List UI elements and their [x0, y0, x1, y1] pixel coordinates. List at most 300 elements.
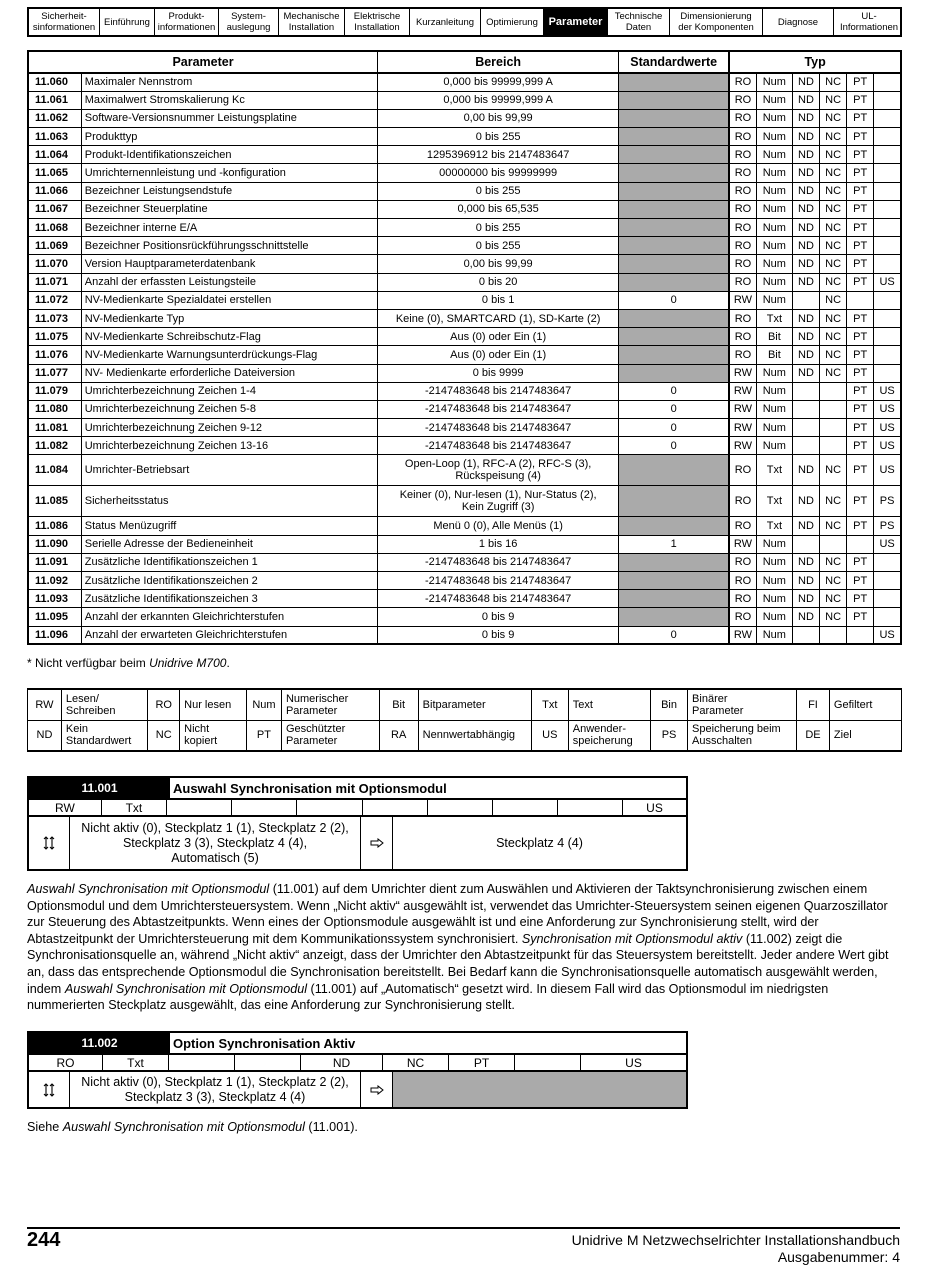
table-row: [28, 535, 901, 553]
type-flag: NC: [820, 164, 847, 182]
nav-tab[interactable]: Sicherheit- sinformationen: [29, 9, 100, 35]
type-flag: [792, 437, 819, 455]
type-flag: PT: [847, 364, 874, 382]
type-flag: RO: [729, 455, 756, 486]
type-flag: PT: [847, 91, 874, 109]
default-arrow-icon: [361, 817, 393, 869]
legend-description: Anwender- speicherung: [568, 720, 650, 751]
parameter-table: [27, 50, 902, 645]
footnote-text: * Nicht verfügbar beim: [27, 656, 150, 670]
flag-cell: [428, 800, 493, 815]
type-flag: NC: [820, 455, 847, 486]
legend-abbreviation: RA: [379, 720, 418, 751]
parameter-number: 11.082: [28, 437, 81, 455]
parameter-name: Anzahl der erfassten Leistungsteile: [81, 273, 377, 291]
type-flag: [874, 328, 901, 346]
legend-abbreviation: Bin: [651, 689, 688, 720]
nav-tab[interactable]: Mechanische Installation: [279, 9, 345, 35]
type-flag: ND: [792, 590, 819, 608]
type-flag: [874, 572, 901, 590]
type-flag: NC: [820, 73, 847, 91]
type-flag: RO: [729, 486, 756, 517]
parameter-number: 11.095: [28, 608, 81, 626]
legend-description: Speicherung beim Ausschalten: [688, 720, 797, 751]
type-flag: ND: [792, 164, 819, 182]
type-flag: PT: [847, 517, 874, 535]
type-flag: NC: [820, 364, 847, 382]
table-row: [28, 291, 901, 309]
parameter-reference: Auswahl Synchronisation mit Optionsmodul: [64, 981, 308, 996]
parameter-range: -2147483648 bis 2147483647: [378, 572, 619, 590]
type-flag: NC: [820, 128, 847, 146]
type-flag: Num: [756, 109, 792, 127]
type-flag: [847, 535, 874, 553]
type-flag: ND: [792, 237, 819, 255]
nav-tab[interactable]: Produkt- informationen: [155, 9, 219, 35]
type-flag: RO: [729, 91, 756, 109]
type-flag: Num: [756, 164, 792, 182]
type-flag: US: [874, 400, 901, 418]
type-flag: [792, 419, 819, 437]
parameter-number: 11.067: [28, 200, 81, 218]
type-flag: Num: [756, 400, 792, 418]
type-flag: PT: [847, 309, 874, 327]
type-flag: [874, 219, 901, 237]
type-flag: RW: [729, 291, 756, 309]
type-flag: ND: [792, 309, 819, 327]
parameter-number: 11.072: [28, 291, 81, 309]
type-flag: ND: [792, 128, 819, 146]
flag-cell: [493, 800, 558, 815]
type-flag: Num: [756, 626, 792, 644]
parameter-default: [619, 517, 730, 535]
abbreviation-legend: [27, 688, 902, 752]
flag-cell: [363, 800, 428, 815]
legend-description: Nicht kopiert: [180, 720, 247, 751]
nav-tab[interactable]: Dimensionierung der Komponenten: [670, 9, 763, 35]
page-number: 244: [27, 1229, 61, 1251]
parameter-name: NV-Medienkarte Schreibschutz-Flag: [81, 328, 377, 346]
parameter-number: 11.084: [28, 455, 81, 486]
parameter-default: [619, 273, 730, 291]
type-flag: [874, 73, 901, 91]
type-flag: RO: [729, 309, 756, 327]
parameter-range: Menü 0 (0), Alle Menüs (1): [378, 517, 619, 535]
parameter-number: 11.073: [28, 309, 81, 327]
type-flag: [874, 291, 901, 309]
legend-description: Geschützter Parameter: [281, 720, 379, 751]
flag-cell: US: [625, 1055, 642, 1070]
type-flag: [874, 364, 901, 382]
table-row: [28, 437, 901, 455]
type-flag: ND: [792, 109, 819, 127]
parameter-name: Umrichternennleistung und -konfiguration: [81, 164, 377, 182]
header-parameter: Parameter: [28, 51, 378, 73]
table-row: [28, 146, 901, 164]
parameter-default: [619, 219, 730, 237]
type-flag: [820, 382, 847, 400]
type-flag: Num: [756, 364, 792, 382]
parameter-range: 0 bis 20: [378, 273, 619, 291]
flag-cell: [515, 1055, 581, 1070]
parameter-title: Option Synchronisation Aktiv: [173, 1035, 356, 1051]
type-flag: [874, 255, 901, 273]
type-flag: [874, 164, 901, 182]
type-flag: [820, 626, 847, 644]
table-row: [28, 328, 901, 346]
legend-row: [28, 720, 902, 751]
parameter-number: 11.092: [28, 572, 81, 590]
parameter-number: 11.069: [28, 237, 81, 255]
type-flag: NC: [820, 146, 847, 164]
nav-tab[interactable]: Elektrische Installation: [345, 9, 410, 35]
parameter-name: NV-Medienkarte Spezialdatei erstellen: [81, 291, 377, 309]
type-flag: RO: [729, 255, 756, 273]
type-flag: Num: [756, 590, 792, 608]
type-flag: ND: [792, 73, 819, 91]
parameter-default: 0: [619, 291, 730, 309]
range-arrows-icon: [29, 817, 70, 869]
range-arrows-icon: [29, 1072, 70, 1107]
type-flag: ND: [792, 219, 819, 237]
type-flag: RO: [729, 517, 756, 535]
table-row: [28, 109, 901, 127]
parameter-default: [619, 486, 730, 517]
table-row: [28, 219, 901, 237]
type-flag: RO: [729, 346, 756, 364]
legend-description: Lesen/ Schreiben: [61, 689, 147, 720]
table-row: [28, 200, 901, 218]
parameter-number: 11.063: [28, 128, 81, 146]
flag-cell: PT: [449, 1055, 515, 1070]
legend-abbreviation: US: [531, 720, 568, 751]
type-flag: Bit: [756, 346, 792, 364]
type-flag: [874, 553, 901, 571]
type-flag: ND: [792, 455, 819, 486]
type-flag: PS: [874, 486, 901, 517]
table-row: [28, 419, 901, 437]
type-flag: NC: [820, 572, 847, 590]
parameter-number: 11.096: [28, 626, 81, 644]
table-row: [28, 455, 901, 486]
paragraph-text: Siehe: [27, 1120, 63, 1134]
parameter-number: 11.077: [28, 364, 81, 382]
parameter-number: 11.091: [28, 553, 81, 571]
type-flag: Num: [756, 73, 792, 91]
legend-description: Gefiltert: [829, 689, 901, 720]
parameter-default: [619, 164, 730, 182]
type-flag: RO: [729, 328, 756, 346]
parameter-number: 11.061: [28, 91, 81, 109]
parameter-number: 11.086: [28, 517, 81, 535]
table-header-row: [28, 51, 901, 73]
legend-abbreviation: RO: [148, 689, 180, 720]
type-flag: NC: [820, 346, 847, 364]
parameter-range: 0 bis 255: [378, 182, 619, 200]
table-row: [28, 346, 901, 364]
parameter-number: 11.066: [28, 182, 81, 200]
table-row: [28, 182, 901, 200]
type-flag: PT: [847, 200, 874, 218]
parameter-name: Umrichterbezeichnung Zeichen 13-16: [81, 437, 377, 455]
nav-tab[interactable]: Parameter: [544, 9, 608, 35]
type-flag: PT: [847, 219, 874, 237]
legend-abbreviation: PT: [246, 720, 281, 751]
parameter-box-11001: [27, 776, 688, 871]
footnote-end: .: [226, 656, 230, 670]
parameter-number: 11.002: [29, 1033, 170, 1053]
type-flag: [874, 146, 901, 164]
header-type: Typ: [729, 51, 901, 73]
type-flag: NC: [820, 291, 847, 309]
table-row: [28, 73, 901, 91]
parameter-name: Software-Versionsnummer Leistungsplatine: [81, 109, 377, 127]
table-row: [28, 128, 901, 146]
type-flag: [874, 182, 901, 200]
type-flag: ND: [792, 486, 819, 517]
type-flag: [874, 346, 901, 364]
flag-cell: [167, 800, 232, 815]
type-flag: US: [874, 437, 901, 455]
type-flag: PT: [847, 73, 874, 91]
type-flag: Num: [756, 437, 792, 455]
parameter-number: 11.001: [29, 778, 170, 798]
legend-abbreviation: ND: [28, 720, 62, 751]
type-flag: [792, 291, 819, 309]
type-flag: Num: [756, 608, 792, 626]
parameter-number: 11.075: [28, 328, 81, 346]
default-arrow-icon: [361, 1072, 393, 1107]
parameter-range: Keine (0), SMARTCARD (1), SD-Karte (2): [378, 309, 619, 327]
table-row: [28, 164, 901, 182]
parameter-number: 11.070: [28, 255, 81, 273]
type-flag: RO: [729, 109, 756, 127]
legend-row: [28, 689, 902, 720]
type-flag: Num: [756, 273, 792, 291]
type-flag: PT: [847, 146, 874, 164]
type-flag: ND: [792, 328, 819, 346]
legend-abbreviation: Bit: [379, 689, 418, 720]
parameter-number: 11.065: [28, 164, 81, 182]
parameter-default: 1: [619, 535, 730, 553]
flag-cell: Txt: [103, 1055, 169, 1070]
parameter-default: Steckplatz 4 (4): [496, 836, 583, 850]
legend-abbreviation: DE: [797, 720, 830, 751]
parameter-range: 0,00 bis 99,99: [378, 109, 619, 127]
type-flag: PT: [847, 572, 874, 590]
see-also-paragraph: [27, 1119, 902, 1136]
type-flag: ND: [792, 608, 819, 626]
table-row: [28, 400, 901, 418]
type-flag: PT: [847, 553, 874, 571]
type-flag: [820, 400, 847, 418]
type-flag: RO: [729, 553, 756, 571]
parameter-default: [619, 553, 730, 571]
parameter-default: [619, 73, 730, 91]
type-flag: [792, 626, 819, 644]
nav-tab[interactable]: System- auslegung: [219, 9, 279, 35]
parameter-range: Aus (0) oder Ein (1): [378, 328, 619, 346]
legend-abbreviation: NC: [148, 720, 180, 751]
type-flag: RW: [729, 382, 756, 400]
legend-description: Binärer Parameter: [688, 689, 797, 720]
parameter-range: 0,000 bis 99999,999 A: [378, 91, 619, 109]
parameter-name: Umrichterbezeichnung Zeichen 9-12: [81, 419, 377, 437]
issue-number: Ausgabenummer: 4: [777, 1249, 900, 1265]
type-flag: US: [874, 382, 901, 400]
table-row: [28, 517, 901, 535]
type-flag: US: [874, 535, 901, 553]
parameter-range: 0,000 bis 99999,999 A: [378, 73, 619, 91]
parameter-name: Version Hauptparameterdatenbank: [81, 255, 377, 273]
type-flag: RO: [729, 219, 756, 237]
parameter-range: Aus (0) oder Ein (1): [378, 346, 619, 364]
parameter-range: Nicht aktiv (0), Steckplatz 1 (1), Steckplatz 2 (2), Steckplatz 3 (3), Steckplatz 4 (4): [70, 1072, 361, 1107]
type-flag: PT: [847, 328, 874, 346]
paragraph-text: (11.002) zeigt die Synchronisationsquelle an, während „Nicht aktiv“ anzeigt, dass der Umrichter den Abtastzeitpunkt für das Steuersystem bereitstellt. Jeder andere Wert gibt an, dass das entsprechende Optionsmodul die Synchronisation bereitstellt. Bei Bedarf kann die Synchronisationsquelle automatisch ausgewählt werden, indem: [27, 931, 889, 996]
type-flag: PT: [847, 608, 874, 626]
type-flag: [820, 419, 847, 437]
legend-description: Kein Standardwert: [61, 720, 147, 751]
type-flag: [874, 590, 901, 608]
nav-tab[interactable]: Optimierung: [481, 9, 544, 35]
parameter-name: NV-Medienkarte Typ: [81, 309, 377, 327]
type-flag: RO: [729, 608, 756, 626]
legend-description: Nur lesen: [180, 689, 247, 720]
type-flag: Num: [756, 237, 792, 255]
flag-cell: RW: [29, 800, 102, 815]
type-flag: Num: [756, 419, 792, 437]
type-flag: PT: [847, 382, 874, 400]
paragraph-text: (11.001) auf dem Umrichter dient zum Auswählen und Aktivieren der Taktsynchronisierung zwischen einem Optionsmodul und dem Umrichtersteuersystem. Wenn „Nicht aktiv“ ausgewählt ist, verwendet das Umrichter-Steuersystem seinen eigenen Quarzoszillator zur Steuerung des Abtastzeitpunkts. Wenn eines der Optionsmodule ausgewählt ist und eine Anforderung zur Synchronisierung stellt, wird der Abtastzeitpunkt der Umrichtersteuerung mit dem Kommunikationssystem synchronisiert.: [27, 882, 888, 946]
type-flag: Num: [756, 146, 792, 164]
parameter-range: 0 bis 255: [378, 237, 619, 255]
parameter-range: -2147483648 bis 2147483647: [378, 400, 619, 418]
parameter-number: 11.081: [28, 419, 81, 437]
parameter-default: [619, 590, 730, 608]
type-flag: Num: [756, 572, 792, 590]
parameter-range: Open-Loop (1), RFC-A (2), RFC-S (3), Rückspeisung (4): [378, 455, 619, 486]
legend-description: Numerischer Parameter: [281, 689, 379, 720]
type-flag: RO: [729, 182, 756, 200]
flag-cell: [235, 1055, 301, 1070]
type-flag: RO: [729, 146, 756, 164]
parameter-name: Maximaler Nennstrom: [81, 73, 377, 91]
type-flag: [874, 237, 901, 255]
type-flag: [847, 626, 874, 644]
nav-tab[interactable]: Technische Daten: [608, 9, 670, 35]
parameter-default: 0: [619, 400, 730, 418]
parameter-range: -2147483648 bis 2147483647: [378, 419, 619, 437]
type-flag: NC: [820, 328, 847, 346]
type-flag: PT: [847, 255, 874, 273]
parameter-range: 0 bis 255: [378, 128, 619, 146]
flag-cell: NC: [383, 1055, 449, 1070]
nav-tab[interactable]: Diagnose: [763, 9, 834, 35]
type-flag: PT: [847, 128, 874, 146]
type-flag: [792, 400, 819, 418]
type-flag: Txt: [756, 455, 792, 486]
flag-cell: [297, 800, 363, 815]
parameter-name: Produkt-Identifikationszeichen: [81, 146, 377, 164]
nav-tab[interactable]: Einführung: [100, 9, 155, 35]
type-flag: Num: [756, 382, 792, 400]
type-flag: [847, 291, 874, 309]
parameter-default: [619, 608, 730, 626]
legend-abbreviation: Txt: [531, 689, 568, 720]
type-flag: NC: [820, 237, 847, 255]
parameter-default: [619, 237, 730, 255]
type-flag: NC: [820, 309, 847, 327]
parameter-name: NV-Medienkarte Warnungsunterdrückungs-Flag: [81, 346, 377, 364]
type-flag: Num: [756, 128, 792, 146]
type-flag: [874, 91, 901, 109]
type-flag: ND: [792, 346, 819, 364]
parameter-default: [619, 364, 730, 382]
parameter-name: Produkttyp: [81, 128, 377, 146]
manual-title-text: Unidrive M Netzwechselrichter Installationshandbuch: [571, 1232, 900, 1248]
parameter-range: 0 bis 9999: [378, 364, 619, 382]
legend-abbreviation: PS: [651, 720, 688, 751]
table-row: [28, 486, 901, 517]
parameter-name: Serielle Adresse der Bedieneinheit: [81, 535, 377, 553]
type-flag: PT: [847, 273, 874, 291]
parameter-default: [393, 1072, 686, 1107]
type-flag: NC: [820, 200, 847, 218]
type-flag: NC: [820, 109, 847, 127]
type-flag: RO: [729, 572, 756, 590]
footnote-product: Unidrive M700: [149, 656, 227, 670]
nav-tab[interactable]: UL- Informationen: [839, 11, 899, 33]
type-flag: PT: [847, 109, 874, 127]
type-flag: PT: [847, 590, 874, 608]
parameter-default: [619, 309, 730, 327]
parameter-range: Keiner (0), Nur-lesen (1), Nur-Status (2), Kein Zugriff (3): [378, 486, 619, 517]
type-flag: US: [874, 455, 901, 486]
parameter-range: 00000000 bis 99999999: [378, 164, 619, 182]
parameter-range: 0,000 bis 65,535: [378, 200, 619, 218]
type-flag: [792, 382, 819, 400]
type-flag: NC: [820, 590, 847, 608]
type-flag: PT: [847, 182, 874, 200]
type-flag: US: [874, 626, 901, 644]
description-paragraph: [27, 881, 902, 1014]
table-row: [28, 382, 901, 400]
flag-cell: Txt: [102, 800, 167, 815]
type-flag: ND: [792, 91, 819, 109]
parameter-range: Nicht aktiv (0), Steckplatz 1 (1), Steckplatz 2 (2), Steckplatz 3 (3), Steckplatz 4 (4), Automatisch (5): [70, 817, 361, 869]
type-flag: NC: [820, 273, 847, 291]
parameter-number: 11.068: [28, 219, 81, 237]
type-flag: PT: [847, 486, 874, 517]
table-row: [28, 237, 901, 255]
type-flag: ND: [792, 273, 819, 291]
type-flag: [792, 535, 819, 553]
type-flag: US: [874, 273, 901, 291]
type-flag: NC: [820, 486, 847, 517]
type-flag: Txt: [756, 517, 792, 535]
parameter-flags: [29, 1055, 686, 1072]
type-flag: Bit: [756, 328, 792, 346]
parameter-name: Zusätzliche Identifikationszeichen 3: [81, 590, 377, 608]
parameter-name: Maximalwert Stromskalierung Kc: [81, 91, 377, 109]
type-flag: PT: [847, 437, 874, 455]
type-flag: [820, 437, 847, 455]
nav-tab[interactable]: Kurzanleitung: [410, 9, 481, 35]
type-flag: ND: [792, 200, 819, 218]
parameter-range: -2147483648 bis 2147483647: [378, 437, 619, 455]
legend-abbreviation: Num: [246, 689, 281, 720]
